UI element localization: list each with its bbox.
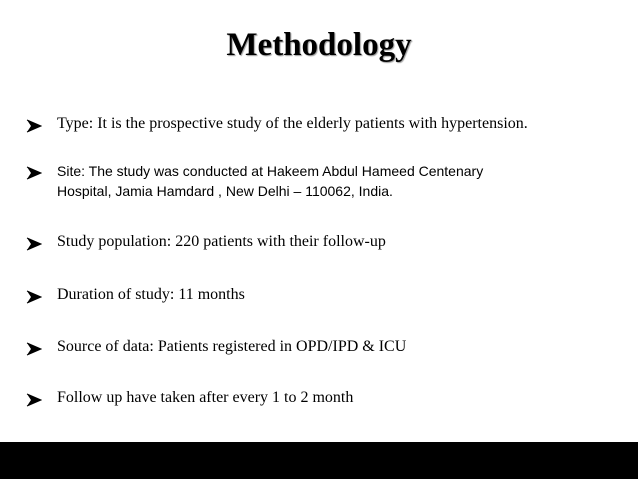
bullet-text-duration: Duration of study: 11 months — [57, 286, 245, 303]
bullet-text-type: Type: It is the prospective study of the elderly patients with hypertension. — [57, 115, 528, 132]
slide-title: Methodology — [226, 27, 412, 63]
arrow-bullet-icon — [26, 116, 42, 136]
footer-bar — [0, 442, 638, 479]
bullet-item — [26, 161, 626, 201]
bullet-item — [26, 114, 626, 136]
bullet-text-population: Study population: 220 patients with their follow-up — [57, 233, 386, 250]
arrow-bullet-icon — [26, 163, 42, 183]
bullet-item — [26, 337, 626, 359]
bullet-item — [26, 285, 626, 307]
arrow-bullet-icon — [26, 339, 42, 359]
bullet-text-site-line1: Site: The study was conducted at Hakeem Abdul Hameed Centenary — [57, 163, 484, 179]
bullet-text-source: Source of data: Patients registered in OPD/IPD & ICU — [57, 338, 407, 355]
bullet-item — [26, 232, 626, 254]
bullet-item — [26, 388, 626, 410]
arrow-bullet-icon — [26, 390, 42, 410]
arrow-bullet-icon — [26, 234, 42, 254]
arrow-bullet-icon — [26, 287, 42, 307]
bullet-text-site — [57, 161, 483, 201]
bullet-text-follow-up: Follow up have taken after every 1 to 2 month — [57, 389, 354, 406]
bullet-text-site-line2: Hospital, Jamia Hamdard , New Delhi – 110062, India. — [57, 183, 393, 199]
